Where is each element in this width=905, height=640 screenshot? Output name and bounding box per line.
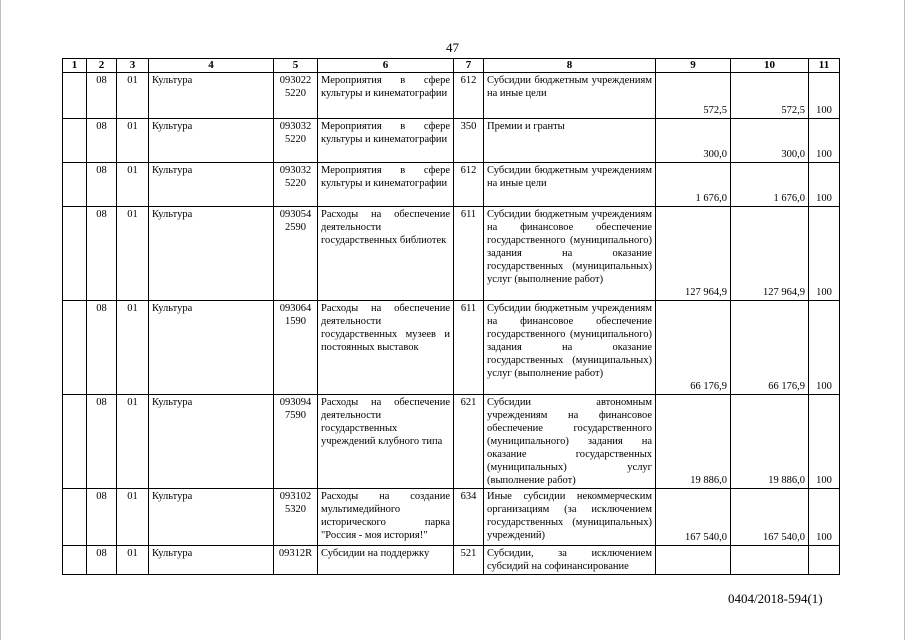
cell-target-code: 093022 5220 [274,73,318,119]
cell-subsection-name: Культура [149,301,274,395]
cell-col1 [63,395,87,489]
cell-subsection: 01 [117,301,149,395]
header-col-5: 5 [274,59,318,73]
cell-col1 [63,163,87,207]
cell-expense-name: Субсидии бюджетным учреждениям на иные цели [484,73,656,119]
cell-target-code: 093032 5220 [274,119,318,163]
cell-expense-name: Субсидии автономным учреждениям на финансовое обеспечение государственного (муниципального) задания на оказание государственных (муниципальных) услуг (выполнение работ) [484,395,656,489]
cell-subsection: 01 [117,119,149,163]
cell-executed: 1 676,0 [731,163,809,207]
cell-subsection: 01 [117,546,149,575]
cell-target-code: 09312R [274,546,318,575]
cell-expense-type: 612 [454,73,484,119]
cell-planned: 1 676,0 [656,163,731,207]
cell-section: 08 [87,119,117,163]
cell-planned: 167 540,0 [656,489,731,546]
header-col-2: 2 [87,59,117,73]
cell-expense-type: 521 [454,546,484,575]
cell-planned: 66 176,9 [656,301,731,395]
cell-expense-name: Субсидии бюджетным учреждениям на финансовое обеспечение государственного (муниципального) задания на оказание государственных (муниципальных) услуг (выполнение работ) [484,301,656,395]
cell-section: 08 [87,207,117,301]
cell-expense-name: Субсидии, за исключением субсидий на софинансирование [484,546,656,575]
cell-subsection-name: Культура [149,395,274,489]
cell-executed: 127 964,9 [731,207,809,301]
cell-col1 [63,489,87,546]
cell-executed: 19 886,0 [731,395,809,489]
header-col-11: 11 [809,59,840,73]
cell-col1 [63,73,87,119]
cell-col1 [63,207,87,301]
cell-section: 08 [87,489,117,546]
cell-expense-type: 634 [454,489,484,546]
cell-target-code: 093102 5320 [274,489,318,546]
table-row [63,73,840,119]
cell-executed: 572,5 [731,73,809,119]
cell-expense-name: Премии и гранты [484,119,656,163]
document-code: 0404/2018-594(1) [728,591,823,606]
cell-subsection: 01 [117,207,149,301]
cell-target-name: Расходы на обеспечение деятельности государственных библиотек [318,207,454,301]
cell-expense-type: 612 [454,163,484,207]
cell-expense-name: Субсидии бюджетным учреждениям на иные цели [484,163,656,207]
table-row [63,119,840,163]
cell-subsection-name: Культура [149,207,274,301]
cell-percent: 100 [809,489,840,546]
cell-subsection-name: Культура [149,489,274,546]
header-col-3: 3 [117,59,149,73]
header-col-4: 4 [149,59,274,73]
cell-percent: 100 [809,119,840,163]
cell-col1 [63,119,87,163]
header-col-1: 1 [63,59,87,73]
table-row [63,489,840,546]
cell-expense-type: 611 [454,207,484,301]
scan-edge-left [0,0,1,640]
cell-subsection: 01 [117,489,149,546]
cell-expense-type: 621 [454,395,484,489]
cell-target-name: Расходы на обеспечение деятельности государственных музеев и постоянных выставок [318,301,454,395]
cell-target-name: Мероприятия в сфере культуры и кинематографии [318,119,454,163]
cell-subsection: 01 [117,163,149,207]
cell-executed: 66 176,9 [731,301,809,395]
cell-section: 08 [87,395,117,489]
cell-target-name: Субсидии на поддержку [318,546,454,575]
cell-executed: 300,0 [731,119,809,163]
cell-percent: 100 [809,163,840,207]
table-body [63,73,840,575]
cell-expense-name: Иные субсидии некоммерческим организациям (за исключением государственных (муниципальных) учреждений) [484,489,656,546]
cell-subsection-name: Культура [149,163,274,207]
table-row [63,546,840,575]
header-col-10: 10 [731,59,809,73]
header-col-9: 9 [656,59,731,73]
cell-planned: 572,5 [656,73,731,119]
header-col-6: 6 [318,59,454,73]
cell-expense-name: Субсидии бюджетным учреждениям на финансовое обеспечение государственного (муниципального) задания на оказание государственных (муниципальных) услуг (выполнение работ) [484,207,656,301]
cell-col1 [63,301,87,395]
cell-percent: 100 [809,73,840,119]
cell-subsection: 01 [117,73,149,119]
header-row [63,59,840,73]
cell-percent: 100 [809,395,840,489]
cell-expense-type: 611 [454,301,484,395]
cell-target-name: Расходы на обеспечение деятельности государственных учреждений клубного типа [318,395,454,489]
cell-planned: 127 964,9 [656,207,731,301]
cell-target-name: Расходы на создание мультимедийного исторического парка "Россия - моя история!" [318,489,454,546]
table-row [63,301,840,395]
cell-target-code: 093032 5220 [274,163,318,207]
cell-subsection-name: Культура [149,546,274,575]
cell-section: 08 [87,301,117,395]
cell-subsection: 01 [117,395,149,489]
cell-planned [656,546,731,575]
cell-percent: 100 [809,301,840,395]
cell-percent: 100 [809,207,840,301]
cell-target-code: 093094 7590 [274,395,318,489]
table-row [63,163,840,207]
header-col-8: 8 [484,59,656,73]
cell-target-code: 093054 2590 [274,207,318,301]
cell-subsection-name: Культура [149,119,274,163]
cell-target-name: Мероприятия в сфере культуры и кинематографии [318,73,454,119]
cell-target-name: Мероприятия в сфере культуры и кинематографии [318,163,454,207]
cell-subsection-name: Культура [149,73,274,119]
cell-executed [731,546,809,575]
cell-executed: 167 540,0 [731,489,809,546]
cell-col1 [63,546,87,575]
cell-expense-type: 350 [454,119,484,163]
cell-planned: 300,0 [656,119,731,163]
cell-section: 08 [87,73,117,119]
budget-table [62,58,840,575]
header-col-7: 7 [454,59,484,73]
cell-percent [809,546,840,575]
cell-target-code: 093064 1590 [274,301,318,395]
cell-planned: 19 886,0 [656,395,731,489]
cell-section: 08 [87,163,117,207]
table-row [63,395,840,489]
page-number: 47 [446,40,459,55]
cell-section: 08 [87,546,117,575]
table-row [63,207,840,301]
